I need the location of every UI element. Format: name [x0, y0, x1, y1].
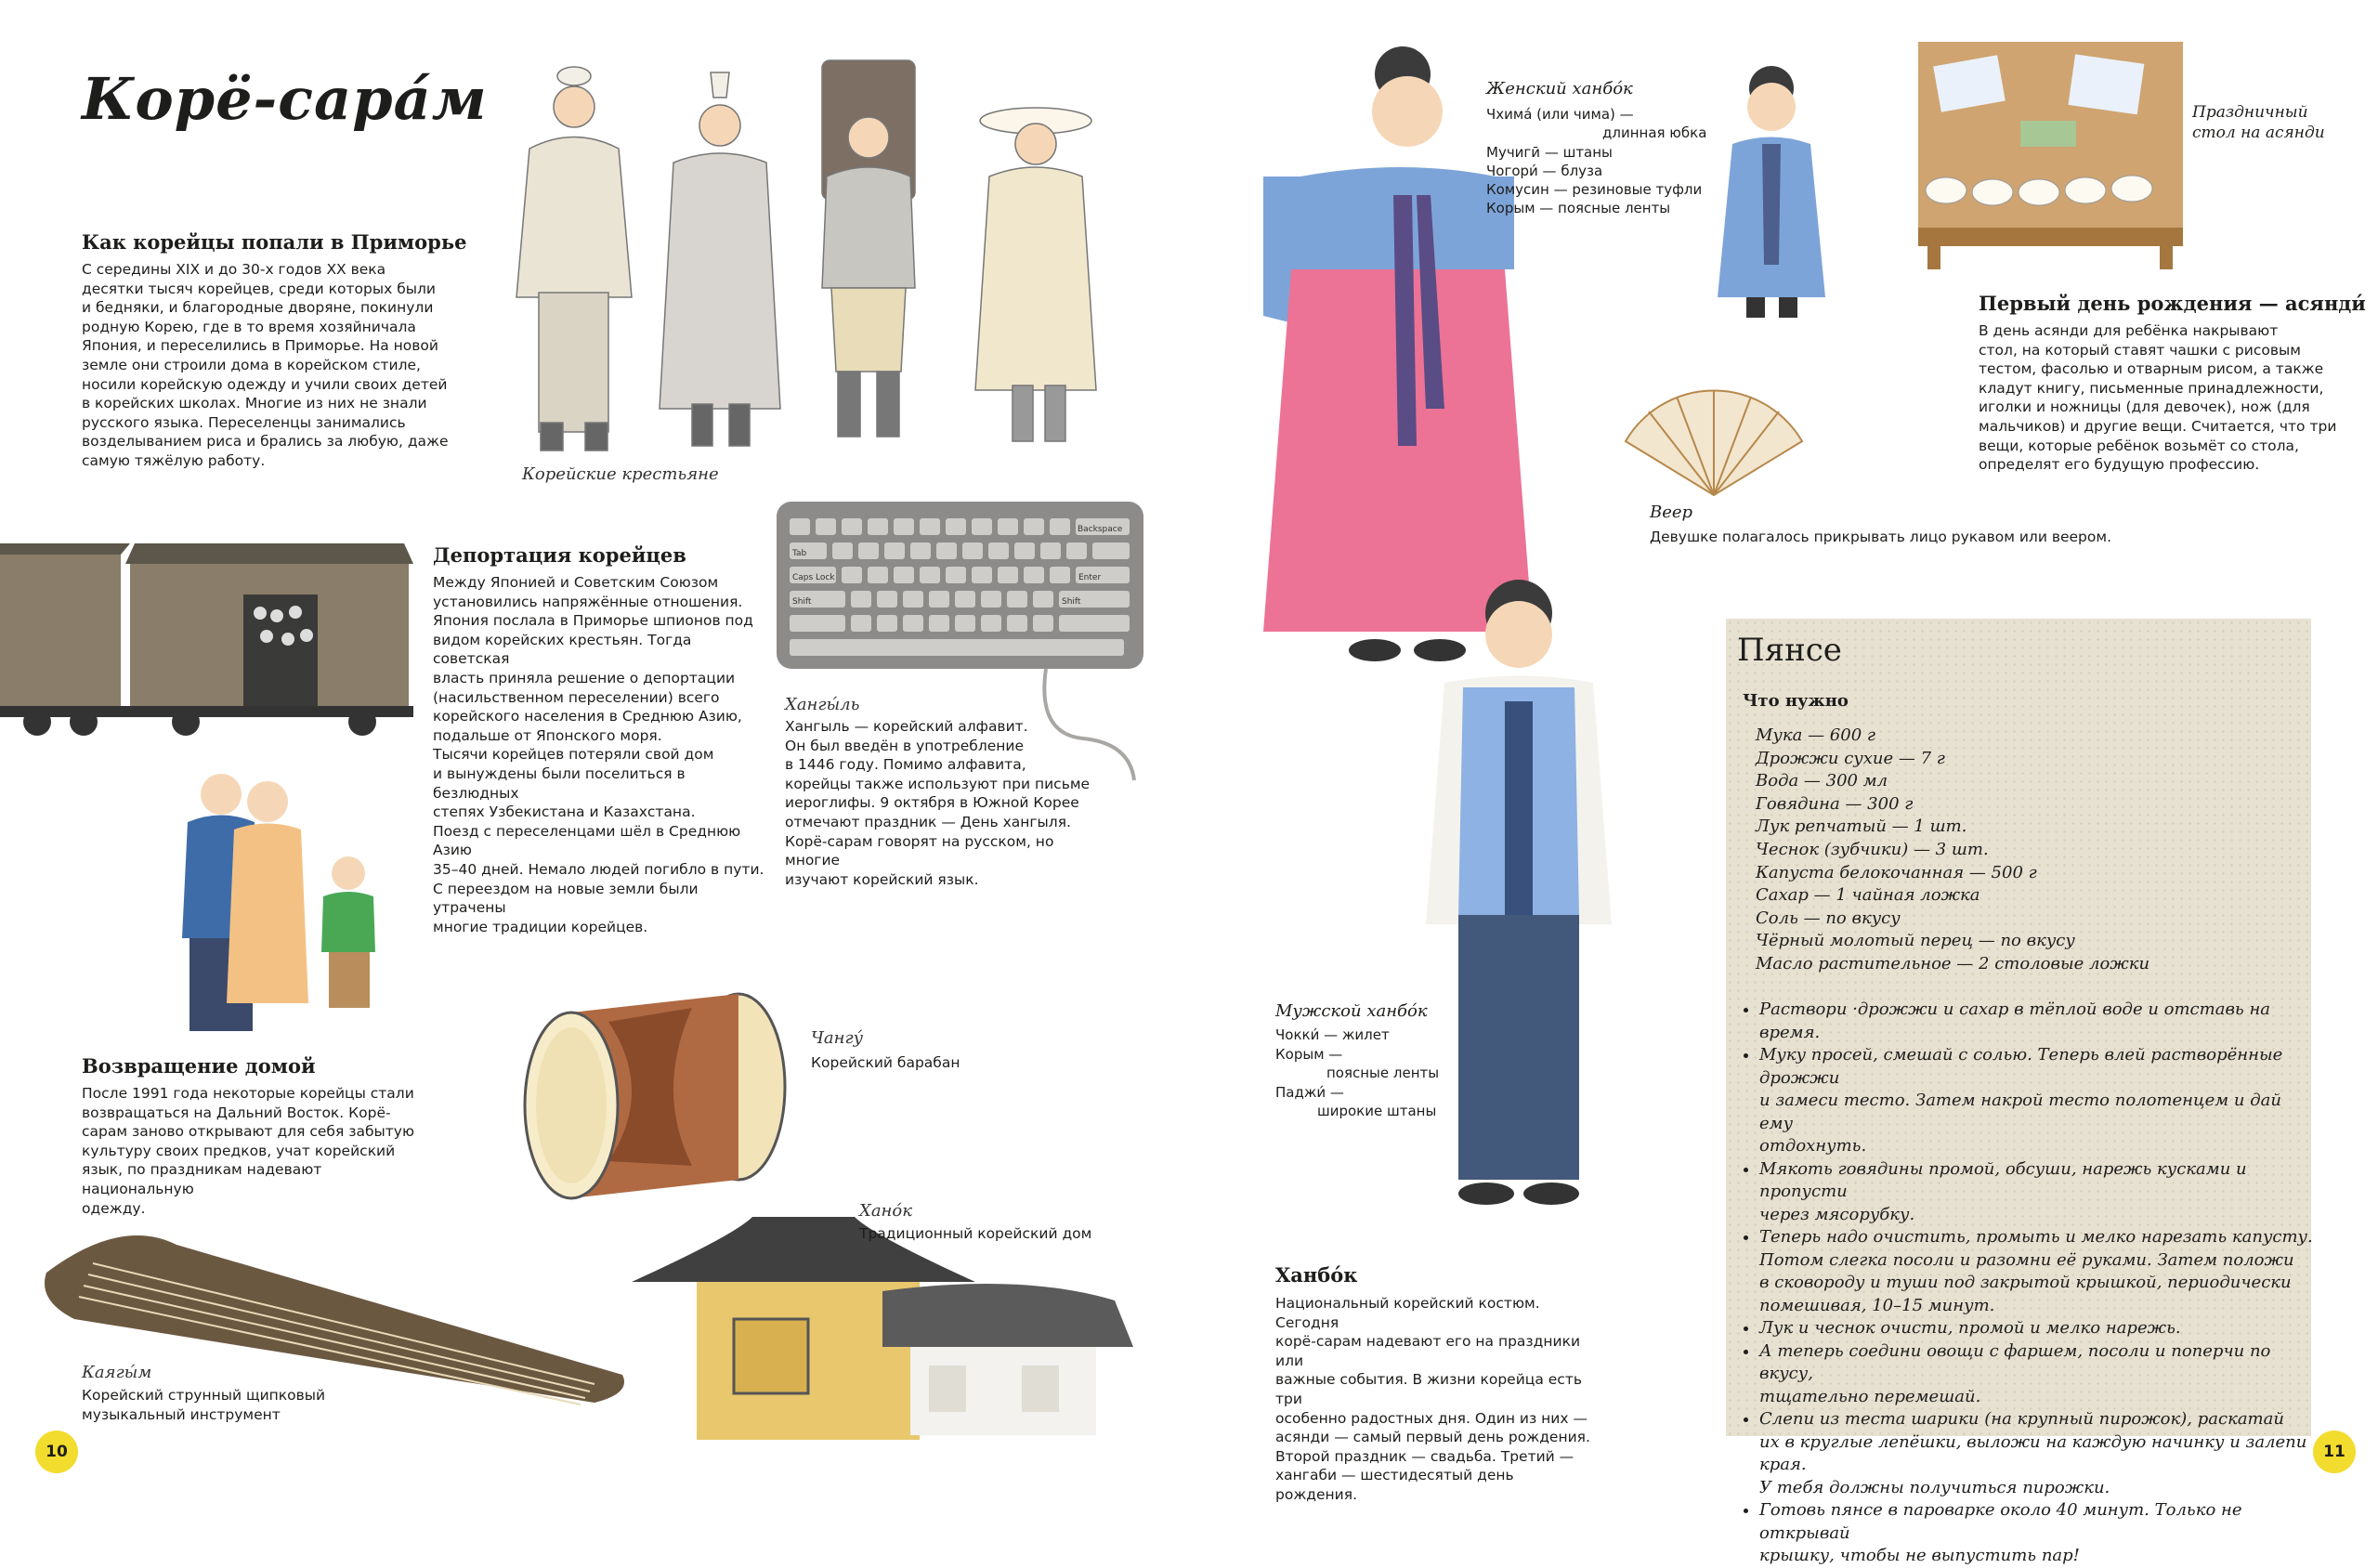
section-text-changu: Корейский барабан [811, 1054, 960, 1071]
recipe-needed-heading: Что нужно [1743, 691, 1849, 711]
recipe-title: Пянсе [1737, 632, 1842, 669]
keyboard-key-label: Caps Lock [792, 573, 835, 582]
male-hanbok-line3: Паджи́ — [1275, 1084, 1344, 1101]
recipe-step: • Мякоть говядины промой, обсуши, нарежь кусками и пропусти через мясорубку. [1759, 1158, 2317, 1227]
keyboard-key-label: Backspace [1078, 525, 1123, 534]
section-heading-female-hanbok: Женский ханбо́к [1486, 79, 1633, 98]
train-illustration [0, 543, 418, 738]
section-text-deportation: Между Японией и Советским Союзом установились напряжённые отношения. Япония послала в Приморье шпионов под видом корейских крестьян. Тогда советская власть приняла решение о депортации (насильственном переселении) всего корейского населения в Среднюю Азию, подальше от Японского моря. Тысячи корейцев потеряли свой дом и вынуждены были поселиться в безлюдных степях Узбекистана и Казахстана. Поезд с переселенцами шёл в Среднюю Азию 35–40 дней. Немало людей погибло в пути. С переездом на новые земли были утрачены многие традиции корейцев. [433, 574, 764, 935]
korean-peasants-illustration [492, 56, 1161, 464]
male-hanbok-line2b: поясные ленты [1326, 1065, 1440, 1081]
recipe-step: • Муку просей, смешай с солью. Теперь влей растворённые дрожжи и замеси тесто. Затем накрой тесто полотенцем и дай ему отдохнуть. [1759, 1044, 2317, 1158]
recipe-step: • А теперь соедини овощи с фаршем, посоли и поперчи по вкусу, тщательно перемешай. [1759, 1340, 2317, 1409]
recipe-step: • Лук и чеснок очисти, промой и мелко нарежь. [1759, 1317, 2317, 1340]
section-heading-return: Возвращение домой [82, 1054, 316, 1078]
changu-drum-illustration [506, 985, 804, 1217]
recipe-step: • Раствори ·дрожжи и сахар в тёплой воде и отставь на время. [1759, 999, 2317, 1044]
recipe-step: • Теперь надо очистить, промыть и мелко нарезать капусту. Потом слегка посоли и разомни её руками. Затем положи в сковороду и туши под закрытой крышкой, периодически помешивая, 10–15 минут. [1759, 1226, 2317, 1317]
festive-table-illustration [1918, 42, 2188, 274]
female-hanbok-items: Мучигӣ — штаны Чогори́ — блуза Комусин — резиновые туфли Корым — поясные ленты [1486, 144, 1703, 216]
section-heading-hangul: Хангы́ль [785, 695, 860, 714]
male-hanbok-line1: Чокки́ — жилет [1275, 1026, 1390, 1043]
female-hanbok-line1b: длинная юбка [1602, 124, 1707, 141]
section-text-hanok: Традиционный корейский дом [859, 1225, 1092, 1242]
page-number-right: 11 [2313, 1431, 2356, 1473]
recipe-step: • Готовь пянсе в пароварке около 40 минут. Только не открывай крышку, чтобы не выпустить пар! [1759, 1499, 2317, 1568]
festive-table-caption: Праздничный стол на асянди [2192, 103, 2325, 142]
section-text-hangul: Хангыль — корейский алфавит. Он был введён в употребление в 1446 году. Помимо алфавита, корейцы также используют при письме иероглифы. 9 октября в Южной Корее отмечают праздник — День хангыля. Корё-сарам говорят на русском, но многие изучают корейский язык. [785, 718, 1091, 888]
peasant-figure [516, 67, 632, 451]
recipe-ingredients: Мука — 600 г Дрожжи сухие — 7 г Вода — 300 мл Говядина — 300 г Лук репчатый — 1 шт. Чеснок (зубчики) — 3 шт. Капуста белокочанная — 500 г Сахар — 1 чайная ложка Соль — по вкусу Чёрный молотый перец — по вкусу Масло растительное — 2 столовые ложки [1756, 725, 2150, 973]
male-hanbok-line2: Корым — [1275, 1046, 1343, 1063]
male-hanbok-line3b: широкие штаны [1317, 1103, 1437, 1119]
fan-illustration [1621, 385, 1807, 506]
peasant-figure [975, 108, 1096, 441]
section-heading-male-hanbok: Мужской ханбо́к [1275, 1001, 1428, 1021]
section-text-how-koreans: С середины XIX и до 30-х годов XX века десятки тысяч корейцев, среди которых были и бедняки, и благородные дворяне, покинули родную Корею, где в то время хозяйничала Япония, и переселились в Приморье. На новой земле они строили дома в корейском стиле, носили корейскую одежду и учили своих детей в корейских школах. Многие из них не знали русского языка. Переселенцы занимались возделыванием риса и брались за любую, даже самую тяжёлую работу. [82, 261, 449, 469]
section-text-hanbok: Национальный корейский костюм. Сегодня корё-сарам надевают его на праздники или важные события. В жизни корейца есть три особенно радостных дня. Один из них — асянди — самый первый день рождения. Второй праздник — свадьба. Третий — хангаби — шестидесятый день рождения. [1275, 1295, 1590, 1503]
peasant-figure [822, 60, 915, 437]
section-heading-deportation: Депортация корейцев [433, 543, 686, 567]
male-hanbok-illustration [1412, 571, 1626, 1212]
section-heading-first-birthday: Первый день рождения — асянди́ [1979, 292, 2366, 315]
section-text-return: После 1991 года некоторые корейцы стали возвращаться на Дальний Восток. Корё- сарам заново открывают для себя забытую культуру своих предков, учат корейский язык, по праздникам надевают национальную одежду. [82, 1085, 414, 1217]
keyboard-key-label: Shift [1062, 597, 1081, 607]
keyboard-key-label: Enter [1078, 573, 1102, 582]
page-title: Корё-сара́м [82, 65, 488, 133]
section-heading-fan: Веер [1650, 503, 1693, 522]
peasant-figure [660, 72, 780, 446]
section-heading-hanbok: Ханбо́к [1275, 1263, 1358, 1287]
peasants-caption: Корейские крестьяне [522, 464, 719, 484]
section-heading-kayagum: Каягы́м [82, 1363, 152, 1382]
recipe-steps [1743, 999, 2317, 1568]
section-text-fan: Девушке полагалось прикрывать лицо рукавом или веером. [1650, 529, 2111, 545]
female-hanbok-line1: Чхима́ (или чима) — [1486, 106, 1634, 123]
section-text-first-birthday: В день асянди для ребёнка накрывают стол, на который ставят чашки с рисовым тестом, фасолью и отварным рисом, а также кладут книгу, письменные принадлежности, иголки и ножницы (для девочек), нож (для мальчиков) и другие вещи. Считается, что три вещи, которые ребёнок возьмёт со стола, определят его будущую профессию. [1979, 322, 2337, 474]
keyboard-key-label: Tab [792, 549, 807, 558]
keyboard-key-label: Shift [792, 597, 812, 607]
child-hanbok-illustration [1705, 60, 1839, 339]
page-number-left: 10 [35, 1431, 78, 1473]
hanok-house-illustration [632, 1217, 1133, 1449]
family-illustration [167, 766, 390, 1045]
recipe-step: • Слепи из теста шарики (на крупный пирожок), раскатай их в круглые лепёшки, выложи на каждую начинку и залепи края. У тебя должны получиться пирожки. [1759, 1408, 2317, 1499]
section-heading-hanok: Хано́к [859, 1201, 912, 1221]
section-text-kayagum: Корейский струнный щипковый музыкальный инструмент [82, 1387, 326, 1423]
section-heading-changu: Чангу́ [811, 1028, 864, 1048]
section-heading-how-koreans: Как корейцы попали в Приморье [82, 230, 467, 254]
